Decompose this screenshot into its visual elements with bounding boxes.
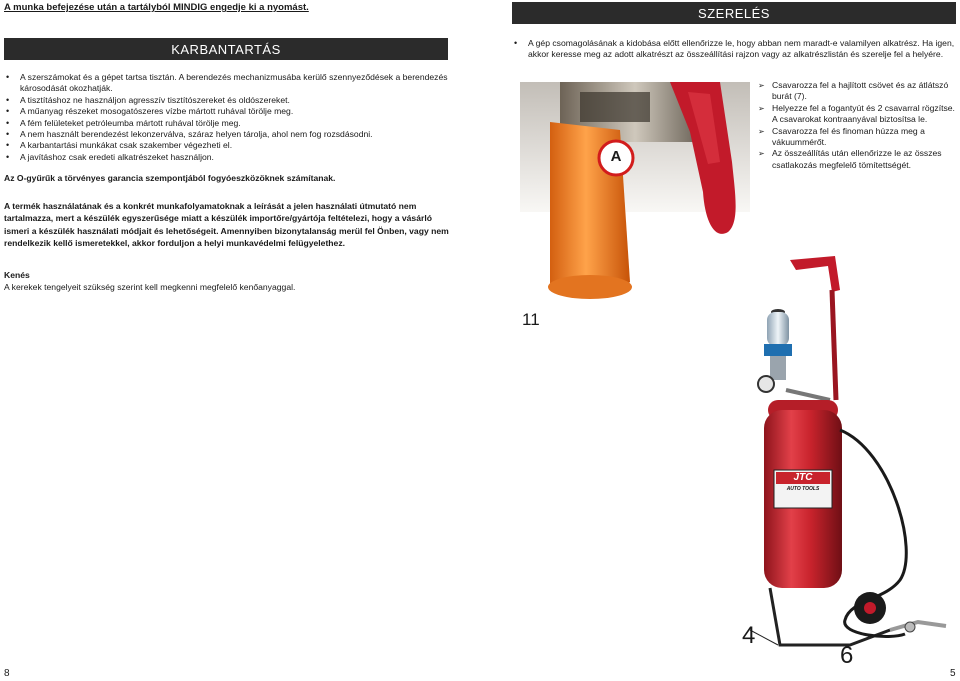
assembly-step-list <box>758 80 958 171</box>
lubrication-text: A kerekek tengelyeit szükség szerint kell megkenni megfelelő kenőanyaggal. <box>4 282 296 292</box>
callout-number-6: 6 <box>840 642 854 669</box>
assembly-steps <box>758 80 958 171</box>
callout-label-a: A <box>610 148 622 165</box>
callout-number-4: 4 <box>742 622 756 649</box>
section-header-szereles: SZERELÉS <box>512 2 956 24</box>
page-number-right: 5 <box>950 668 956 679</box>
valve-closeup-illustration <box>520 82 750 308</box>
maintenance-section <box>4 72 448 185</box>
figure-number: 11 <box>522 310 540 329</box>
lubrication-heading: Kenés <box>4 270 30 280</box>
list-item: ➢ Csavarozza fel a hajlított csövet és az átlátszó burát (7). <box>758 80 958 103</box>
maintenance-bullet-list <box>4 72 448 163</box>
assembly-bullet-list <box>512 38 956 61</box>
usage-disclaimer-paragraph: A termék használatának és a konkrét munkafolyamatoknak a leírását a jelen használati útmutató nem tartalmazza, mert a készülék egyszerűsége miatt a készülék importőre/gyártója feltételezi, hogy a vásárló ismeri a készülék használati módjait és lehetőségeit. Amennyiben bizonytalanság merül fel Önben, vagy nem rendelkezik kellő ismeretekkel, akkor forduljon a helyi munkavédelmi felügyelethez. <box>4 201 449 249</box>
list-item: ➢ Helyezze fel a fogantyút és 2 csavarral rögzítse. A csavarokat kontraanyával biztosítsa le. <box>758 103 958 126</box>
brand-logo: JTC <box>793 472 813 483</box>
list-item: • A szerszámokat és a gépet tartsa tisztán. A berendezés mechanizmusába kerülő szennyeződések a berendezés károsodását okozhatják. <box>4 72 448 95</box>
list-item: • A javításhoz csak eredeti alkatrészeket használjon. <box>4 152 448 163</box>
oil-extractor-photo <box>740 250 954 670</box>
pressure-release-note: A munka befejezése után a tartályból MINDIG engedje ki a nyomást. <box>4 2 309 13</box>
brand-subtitle: AUTO TOOLS <box>786 486 820 492</box>
list-item: • A műanyag részeket mosogatószeres vízbe mártott ruhával törölje meg. <box>4 106 448 117</box>
section-header-karbantartas: KARBANTARTÁS <box>4 38 448 60</box>
page-number-left: 8 <box>4 668 10 679</box>
list-item: • A nem használt berendezést lekonzerválva, száraz helyen tárolja, ahol nem fog rozsdásodni. <box>4 129 448 140</box>
list-item: • A fém felületeket petróleumba mártott ruhával törölje meg. <box>4 118 448 129</box>
list-item: • A karbantartási munkákat csak szakember végezheti el. <box>4 140 448 151</box>
assembly-intro <box>512 38 956 61</box>
list-item: • A tisztításhoz ne használjon agresszív tisztítószereket és oldószereket. <box>4 95 448 106</box>
list-item: ➢ Csavarozza fel és finoman húzza meg a vákuummérőt. <box>758 126 958 149</box>
oring-warranty-note: Az O-gyűrűk a törvényes garancia szempontjából fogyóeszközöknek számítanak. <box>4 173 336 184</box>
oil-extractor-illustration <box>740 250 954 670</box>
valve-closeup-photo <box>520 82 750 308</box>
list-item: ➢ Az összeállítás után ellenőrizze le az összes csatlakozás megfelelő tömítettségét. <box>758 148 958 171</box>
list-item: • A gép csomagolásának a kidobása előtt ellenőrizze le, hogy abban nem maradt-e valamilyen alkatrész. Ha igen, akkor keresse meg az adott alkatrészt az összeállítási rajzon vagy az alkatrészlistán és szerelje fel a helyére. <box>512 38 956 61</box>
